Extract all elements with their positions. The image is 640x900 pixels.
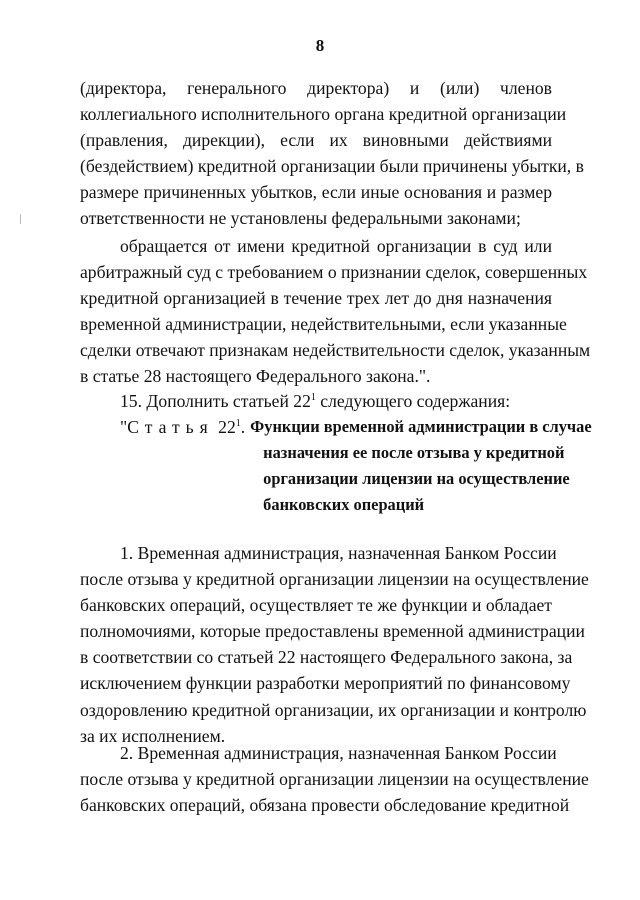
text-line: коллегиального исполнительного органа кредитной организации: [80, 104, 567, 125]
article-heading: [245, 414, 591, 518]
text-line: полномочиями, которые предоставлены временной администрации: [80, 621, 585, 642]
text-line: арбитражный суд с требованием о признании сделок, совершенных: [80, 262, 588, 283]
text-line: 15. Дополнить статьей $22^1$ следующего содержания:: [120, 391, 511, 411]
text-line: за их исполнением.: [80, 725, 226, 746]
text-line: (директора, генерального директора) и (или) членов: [80, 78, 552, 98]
text-line: после отзыва у кредитной организации лицензии на осуществление: [80, 569, 589, 590]
text-line: после отзыва у кредитной организации лицензии на осуществление: [80, 769, 589, 790]
heading-line: банковских операций: [263, 495, 425, 515]
heading-line: Функции временной администрации в случае: [250, 417, 592, 436]
text-line: исключением функции разработки мероприятий по финансовому: [80, 673, 571, 694]
article-label: "Статья $22^1$.: [120, 417, 246, 437]
text-line: (бездействием) кредитной организации были причинены убытки, в: [80, 156, 584, 177]
margin-mark: [20, 214, 21, 224]
page-number: 8: [315, 36, 325, 55]
text-line: банковских операций, обязана провести обследование кредитной: [80, 795, 570, 816]
paragraph-officers-liability: [80, 75, 584, 232]
text-line: 2. Временная администрация, назначенная Банком России: [120, 743, 557, 763]
item-15: [80, 388, 552, 414]
text-line: 1. Временная администрация, назначенная Банком России: [120, 543, 557, 563]
paragraph-court-appeal: [80, 233, 591, 390]
heading-line: назначения ее после отзыва у кредитной: [263, 443, 565, 463]
text-line: в статье 28 настоящего Федерального закона.".: [80, 366, 431, 387]
text-line: банковских операций, осуществляет те же функции и обладает: [80, 595, 552, 616]
paragraph-2: [80, 740, 589, 818]
text-line: сделки отвечают признакам недействительности сделок, указанным: [80, 340, 591, 361]
text-line: кредитной организацией в течение трех лет до дня назначения: [80, 288, 552, 309]
paragraph-1: [80, 540, 589, 749]
heading-line: организации лицензии на осуществление: [263, 469, 570, 489]
article-header: [80, 414, 592, 518]
text-line: в соответствии со статьей 22 настоящего Федерального закона, за: [80, 647, 573, 668]
text-line: временной администрации, недействительными, если указанные: [80, 314, 567, 335]
text-line: оздоровлению кредитной организации, их организации и контролю: [80, 699, 587, 720]
text-line: размере причиненных убытков, если иные основания и размер: [80, 182, 552, 203]
text-line: обращается от имени кредитной организации в суд или: [120, 236, 552, 256]
text-line: (правления, дирекции), если их виновными действиями: [80, 130, 552, 151]
text-line: ответственности не установлены федеральными законами;: [80, 208, 521, 229]
